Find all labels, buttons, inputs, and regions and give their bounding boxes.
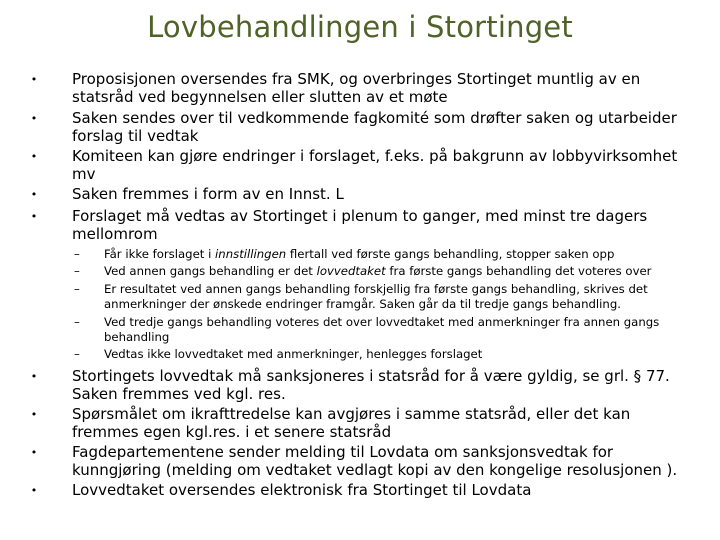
sub-list-item [104,247,689,262]
list-item: Spørsmålet om ikrafttredelse kan avgjøres i samme statsråd, eller det kan fremmes egen kgl.res. i et senere statsråd [72,405,631,441]
sub-item-text: fra første gangs behandling det voteres over [385,264,652,278]
bullet-dot-icon: • [30,370,38,383]
bullet-dot-icon: • [30,188,38,201]
sub-item-text: Ved annen gangs behandling er det [104,264,317,278]
bullet-dot-icon: • [30,484,38,497]
list-item: Saken sendes over til vedkommende fagkomité som drøfter saken og utarbeider forslag til vedtak [72,109,677,145]
dash-icon: – [74,282,80,296]
dash-icon: – [74,264,80,278]
bullet-dot-icon: • [30,210,38,223]
sub-list-item [104,264,689,279]
dash-icon: – [74,315,80,329]
sub-list-item [104,315,689,344]
list-item: Lovvedtaket oversendes elektronisk fra Stortinget til Lovdata [72,481,532,499]
list-item: Proposisjonen oversendes fra SMK, og overbringes Stortinget muntlig av en statsråd ved begynnelsen eller slutten av et møte [72,70,641,106]
dash-icon: – [74,247,80,261]
bullet-dot-icon: • [30,73,38,86]
list-item: Fagdepartementene sender melding til Lovdata om sanksjonsvedtak for kunngjøring (melding om vedtaket vedlagt kopi av den kongelige resolusjonen ). [72,443,678,479]
sub-item-emphasis: innstillingen [215,247,287,261]
sub-item-text: Vedtas ikke lovvedtaket med anmerkninger, henlegges forslaget [104,347,483,361]
dash-icon: – [74,347,80,361]
sub-list-item [104,282,689,311]
sub-item-emphasis: lovvedtaket [316,264,386,278]
sub-list-item [104,347,689,362]
page-title: Lovbehandlingen i Stortinget [147,10,573,44]
bullet-dot-icon: • [30,408,38,421]
sub-item-text: Er resultatet ved annen gangs behandling forskjellig fra første gangs behandling, skrives det anmerkninger der ønskede endringer framgår. Saken går da til tredje gangs behandling. [104,282,648,311]
list-item: Forslaget må vedtas av Stortinget i plenum to ganger, med minst tre dagers mellomrom [72,207,648,243]
sub-item-text: Får ikke forslaget i [104,247,216,261]
list-item: Stortingets lovvedtak må sanksjoneres i statsråd for å være gyldig, se grl. § 77. Saken fremmes ved kgl. res. [72,367,670,403]
bullet-dot-icon: • [30,150,38,163]
sub-item-text: flertall ved første gangs behandling, stopper saken opp [286,247,615,261]
sub-item-text: Ved tredje gangs behandling voteres det over lovvedtaket med anmerkninger fra annen gangs behandling [104,315,660,344]
list-item: Komiteen kan gjøre endringer i forslaget, f.eks. på bakgrunn av lobbyvirksomhet mv [72,147,678,183]
bullet-dot-icon: • [30,112,38,125]
bullet-dot-icon: • [30,446,38,459]
list-item: Saken fremmes i form av en Innst. L [72,185,344,203]
